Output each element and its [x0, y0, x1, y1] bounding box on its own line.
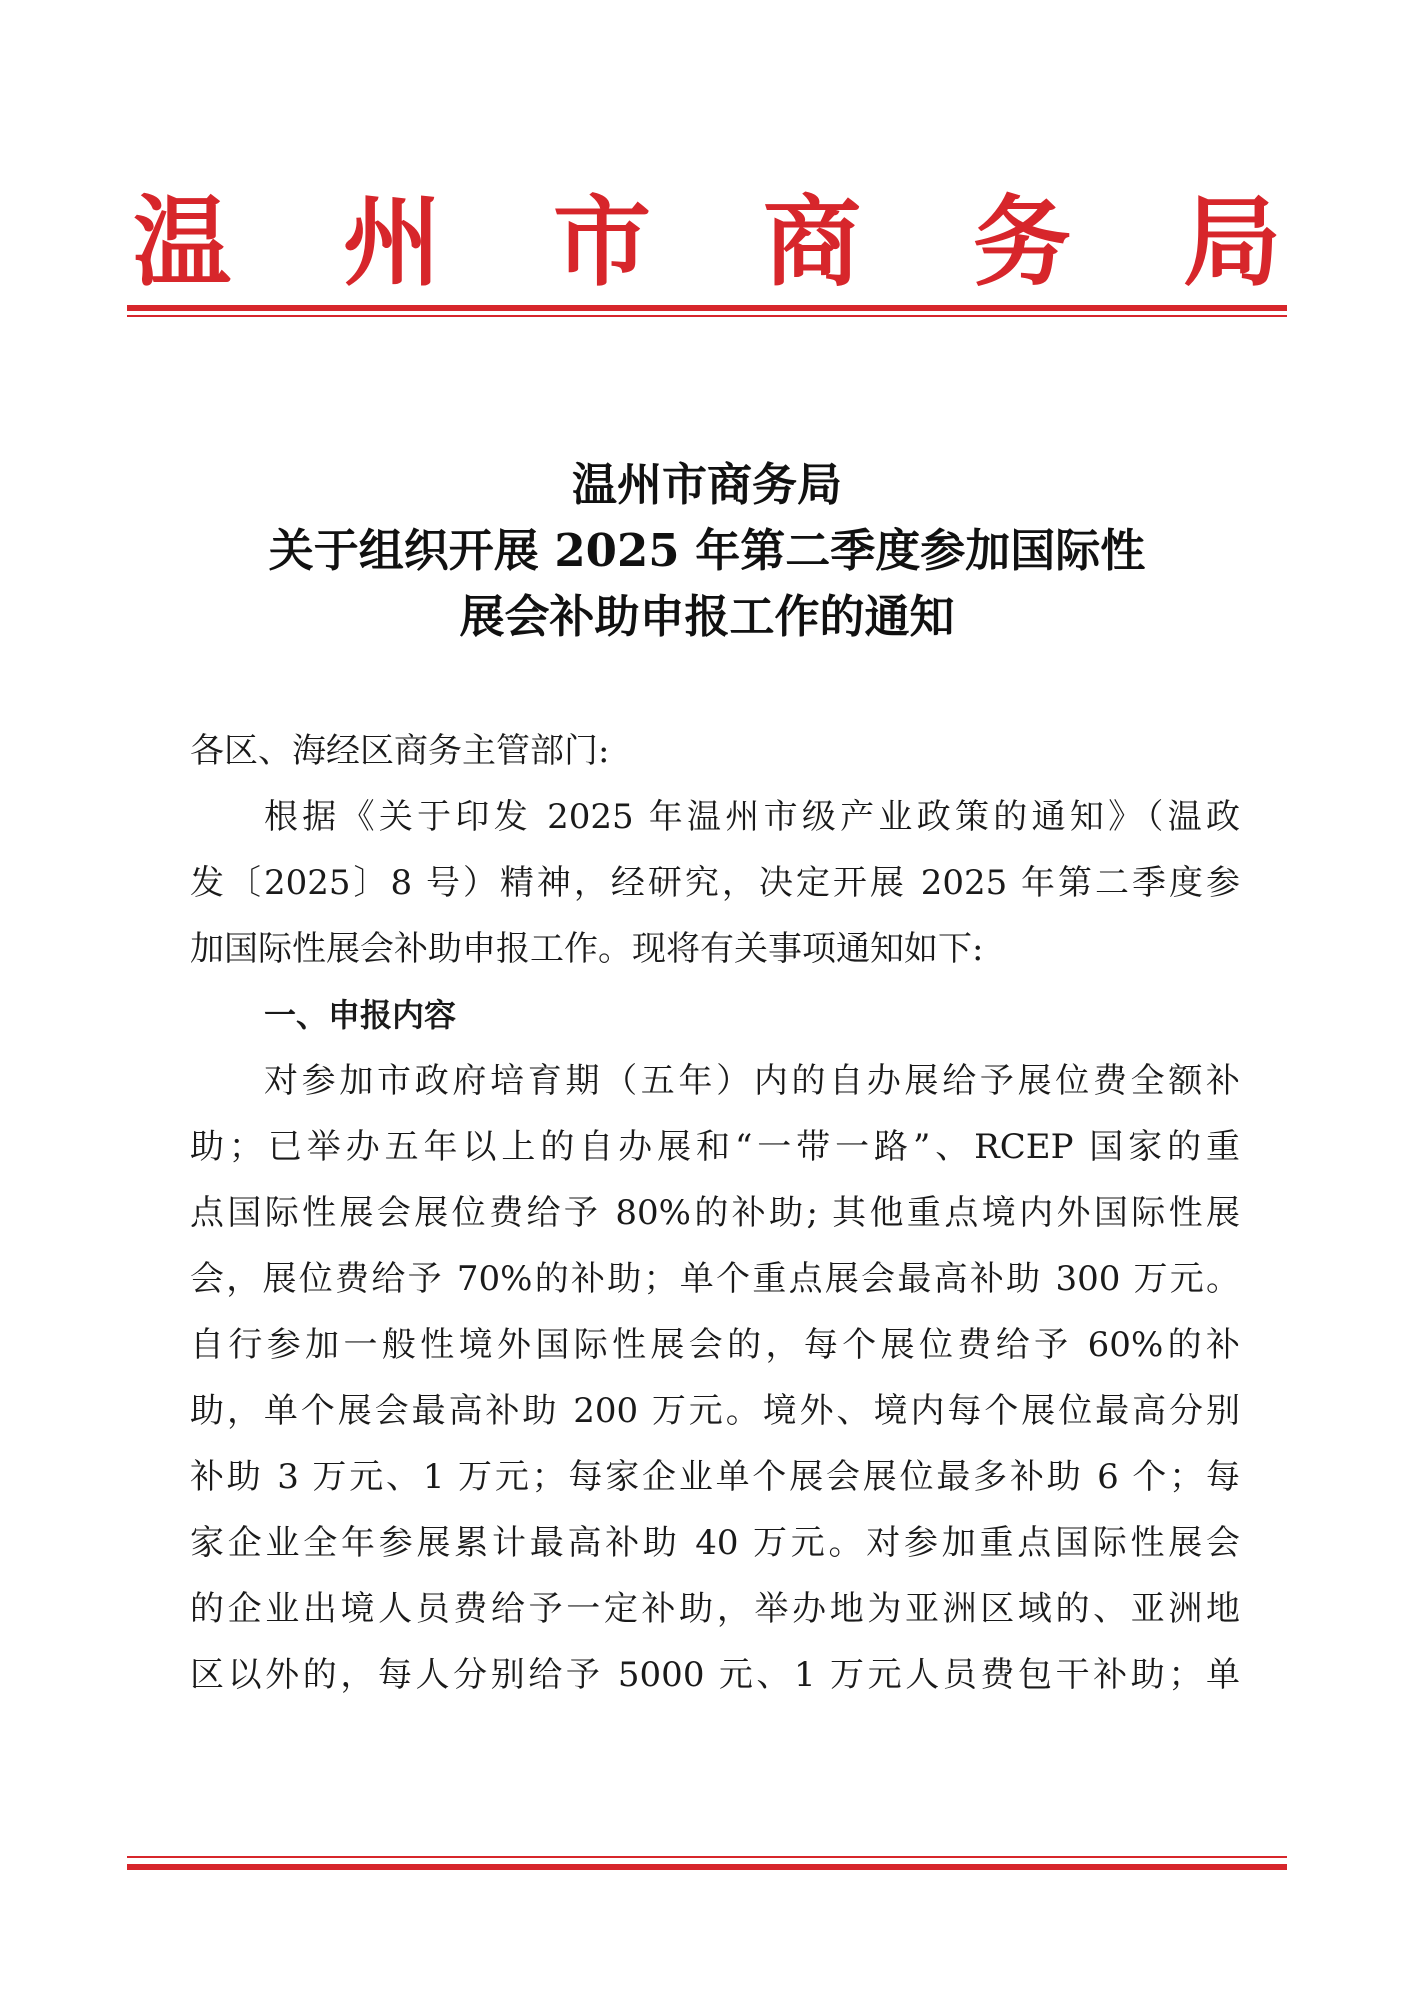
letterhead-char: 市 — [552, 184, 651, 300]
paragraph-line: 助；已举办五年以上的自办展和“一带一路”、RCEP 国家的重 — [190, 1127, 1240, 1167]
paragraph-line: 加国际性展会补助申报工作。现将有关事项通知如下: — [190, 929, 984, 969]
title-line-2: 关于组织开展 2025 年第二季度参加国际性 — [268, 524, 1146, 577]
paragraph-line: 的企业出境人员费给予一定补助，举办地为亚洲区域的、亚洲地 — [190, 1589, 1240, 1629]
paragraph-line: 点国际性展会展位费给予 80%的补助; 其他重点境内外国际性展 — [190, 1193, 1240, 1233]
paragraph-line: 补助 3 万元、1 万元；每家企业单个展会展位最多补助 6 个；每 — [190, 1457, 1240, 1497]
paragraph-line: 自行参加一般性境外国际性展会的，每个展位费给予 60%的补 — [190, 1325, 1240, 1365]
title-line-3: 展会补助申报工作的通知 — [459, 590, 955, 643]
document-title — [127, 452, 1287, 650]
paragraph-line: 会，展位费给予 70%的补助；单个重点展会最高补助 300 万元。 — [190, 1259, 1240, 1299]
title-line-1: 温州市商务局 — [571, 458, 842, 511]
paragraph-line: 根据《关于印发 2025 年温州市级产业政策的通知》（温政 — [264, 797, 1240, 837]
footer-rule-thick — [127, 1864, 1287, 1870]
letterhead-char: 州 — [342, 184, 441, 300]
letterhead-char: 商 — [762, 184, 861, 300]
footer-rule-thin — [127, 1856, 1287, 1858]
letterhead-char: 务 — [972, 184, 1071, 300]
letterhead-rule-thick — [127, 305, 1287, 311]
section-heading: 一、申报内容 — [264, 996, 457, 1034]
paragraph-line: 对参加市政府培育期（五年）内的自办展给予展位费全额补 — [264, 1061, 1240, 1101]
paragraph-line: 助，单个展会最高补助 200 万元。境外、境内每个展位最高分别 — [190, 1391, 1240, 1431]
letterhead-char: 温 — [132, 184, 231, 300]
paragraph-line: 区以外的，每人分别给予 5000 元、1 万元人员费包干补助；单 — [190, 1655, 1240, 1695]
letterhead-rule-thin — [127, 315, 1287, 317]
paragraph-line: 家企业全年参展累计最高补助 40 万元。对参加重点国际性展会 — [190, 1523, 1240, 1563]
document-body — [190, 718, 1240, 1708]
letterhead-title — [127, 185, 1287, 300]
paragraph-line: 发〔2025〕8 号）精神，经研究，决定开展 2025 年第二季度参 — [190, 863, 1240, 903]
salutation: 各区、海经区商务主管部门: — [190, 731, 610, 771]
letterhead-char: 局 — [1182, 184, 1281, 300]
